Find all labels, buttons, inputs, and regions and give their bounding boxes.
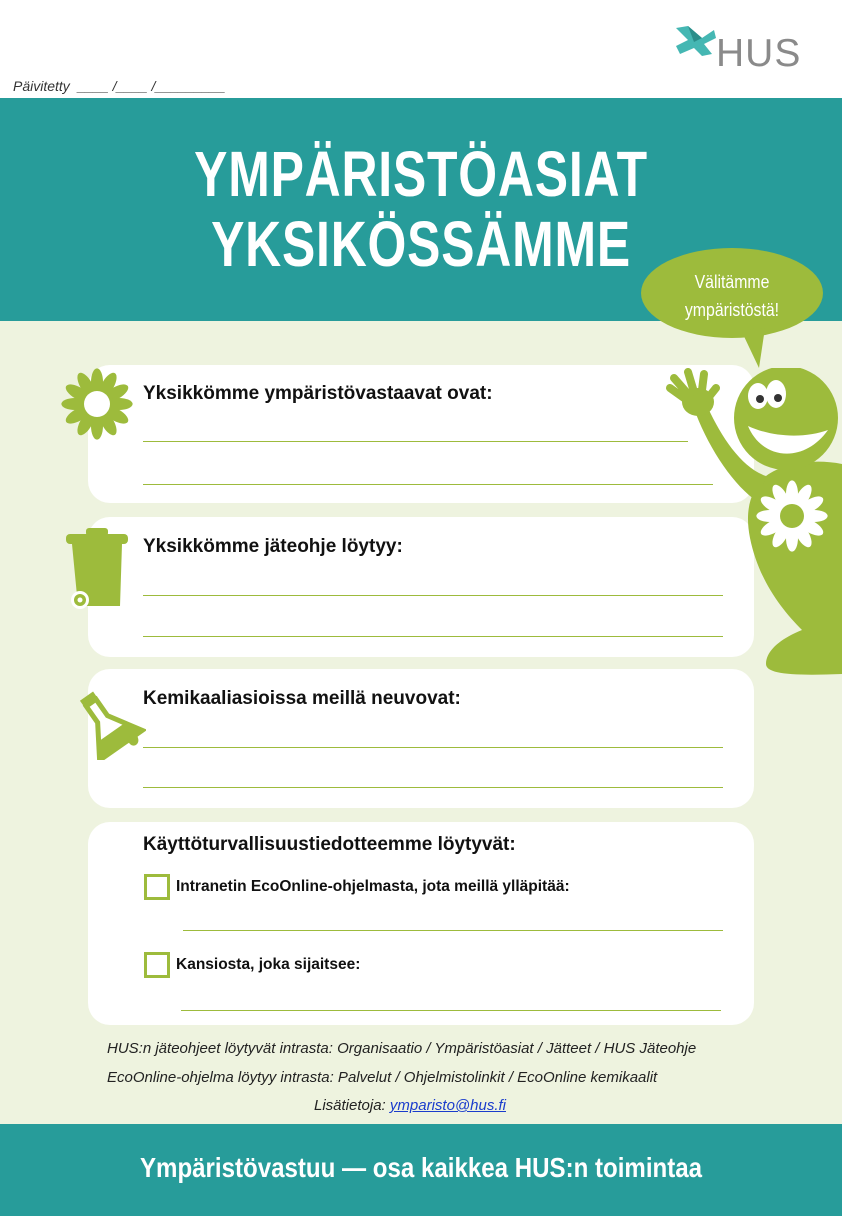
flower-icon (60, 367, 134, 441)
fill-in-line[interactable] (181, 1010, 721, 1011)
section-card-waste-guide (88, 517, 754, 657)
intranet-checkbox[interactable] (144, 874, 170, 900)
section-title: Yksikkömme jäteohje löytyy: (143, 536, 403, 557)
more-info-label: Lisätietoja: (314, 1097, 386, 1114)
flask-icon (68, 688, 146, 760)
section-card-safety-data-sheets (88, 822, 754, 1025)
fill-in-line[interactable] (143, 636, 723, 637)
section-card-chemicals (88, 669, 754, 808)
more-info-line (314, 1097, 506, 1114)
fill-in-line[interactable] (183, 930, 723, 931)
hus-logo-icon (672, 22, 718, 58)
bubble-line-1: Välitämme (694, 272, 770, 292)
page-title-line-1: YMPÄRISTÖASIAT (194, 138, 648, 210)
folder-option-label: Kansiosta, joka sijaitsee: (176, 956, 361, 973)
bubble-line-2: ympäristöstä! (684, 300, 780, 320)
section-title: Yksikkömme ympäristövastaavat ovat: (143, 383, 493, 404)
speech-bubble-text (652, 268, 812, 324)
fill-in-line[interactable] (143, 441, 688, 442)
section-card-environment-contacts (88, 365, 754, 503)
section-title: Kemikaaliasioissa meillä neuvovat: (143, 688, 461, 709)
fill-in-line[interactable] (143, 787, 723, 788)
folder-checkbox[interactable] (144, 952, 170, 978)
ecoonline-note: EcoOnline-ohjelma löytyy intrasta: Palvelut / Ohjelmistolinkit / EcoOnline kemikaalit (107, 1069, 658, 1086)
mascot-illustration (662, 368, 842, 678)
email-link[interactable]: ymparisto@hus.fi (389, 1097, 506, 1114)
section-title: Käyttöturvallisuustiedotteemme löytyvät: (143, 834, 516, 855)
footer-banner (0, 1124, 842, 1216)
waste-bin-icon (64, 528, 130, 610)
page-title-line-2: YKSIKÖSSÄMME (211, 208, 631, 280)
updated-date-label: Päivitetty ____ /____ /_________ (13, 78, 226, 94)
fill-in-line[interactable] (143, 747, 723, 748)
fill-in-line[interactable] (143, 484, 713, 485)
waste-guide-note: HUS:n jäteohjeet löytyvät intrasta: Organisaatio / Ympäristöasiat / Jätteet / HUS Jäteohje (107, 1040, 697, 1057)
intranet-option-label: Intranetin EcoOnline-ohjelmasta, jota meillä ylläpitää: (176, 878, 570, 895)
hus-logo-text: HUS (716, 32, 802, 75)
fill-in-line[interactable] (143, 595, 723, 596)
footer-tagline: Ympäristövastuu — osa kaikkea HUS:n toimintaa (139, 1152, 703, 1183)
